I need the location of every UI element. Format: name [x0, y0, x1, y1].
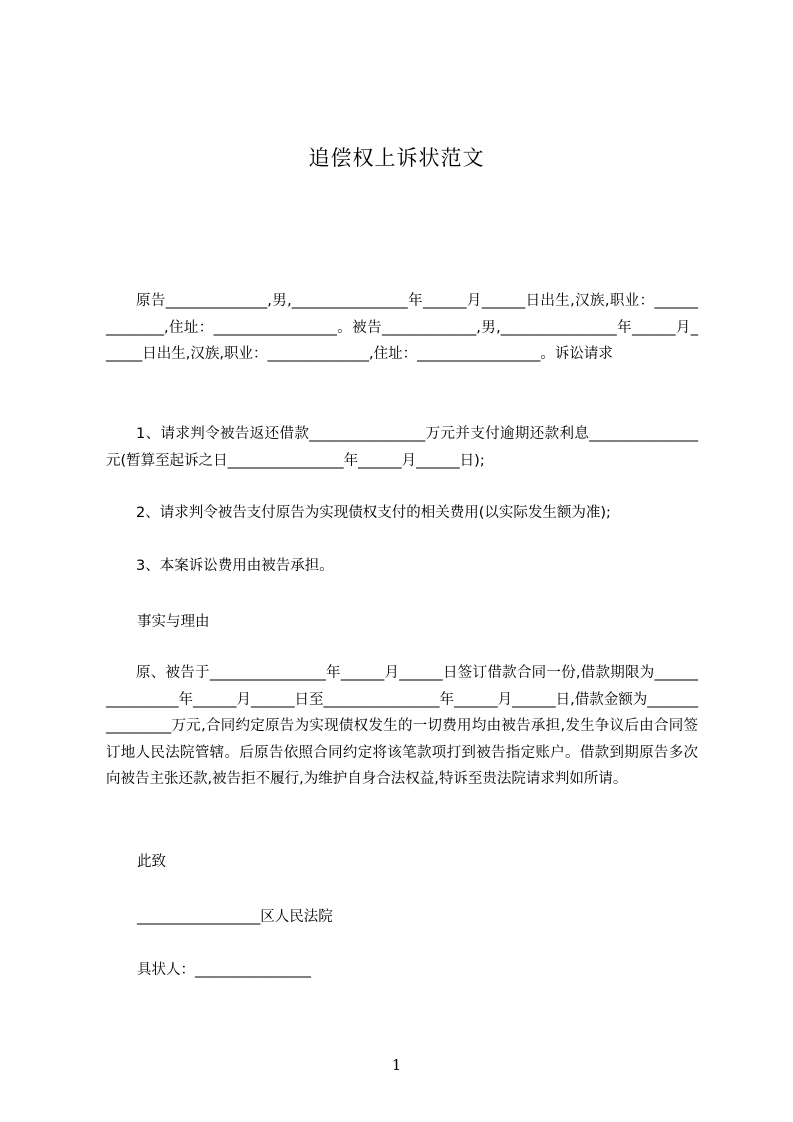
- page-number: 1: [391, 1056, 402, 1074]
- closing-text: 此致: [137, 854, 166, 870]
- claim-item-1: 1、请求判令被告返还借款________________万元并支付逾期还款利息_______________元(暂算至起诉之日________________年______月______日);: [106, 426, 698, 469]
- claim-item-2: 2、请求判令被告支付原告为实现债权支付的相关费用(以实际发生额为准);: [136, 505, 611, 521]
- court-line: _________________区人民法院: [137, 909, 333, 925]
- facts-paragraph: 原、被告于________________年______月______日签订借款合同一份,借款期限为________________年______月______日至________________年______月______日,借款金额为________________万元,合同约定原告为实现债权发生的一切费用均由被告承担,发生争议后由合同签订地人民法院管辖。后原告依照合同约定将该笔款项打到被告指定账户。借款到期原告多次向被告主张还款,被告拒不履行,为维护自身合法权益,特诉至贵法院请求判如所请。: [106, 665, 698, 787]
- claim-item-3: 3、本案诉讼费用由被告承担。: [136, 558, 334, 574]
- document-title: 追偿权上诉状范文: [308, 146, 485, 170]
- signer-line: 具状人：________________: [137, 962, 311, 978]
- intro-paragraph: 原告______________,男,________________年______月______日出生,汉族,职业：______________,住址：_________________。被告_____________,男,________________年______月______日出生,汉族,职业：______________,住址：_________________。诉讼请求: [106, 293, 698, 362]
- facts-heading: 事实与理由: [137, 614, 210, 630]
